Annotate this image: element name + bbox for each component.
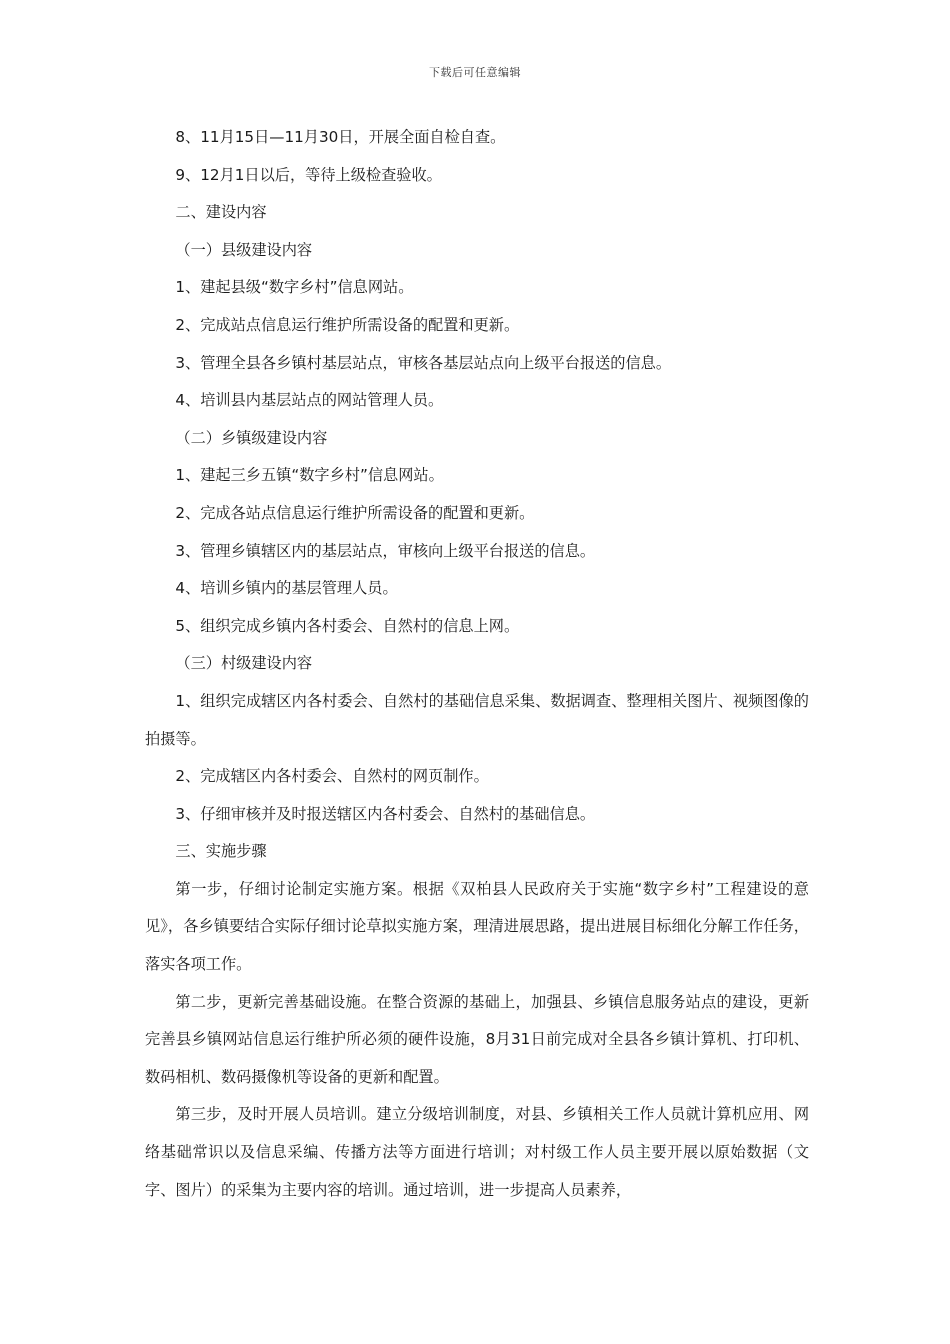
subsection-heading-county: （一）县级建设内容 <box>175 240 313 259</box>
paragraph-township-3: 3、管理乡镇辖区内的基层站点，审核向上级平台报送的信息。 <box>175 541 596 560</box>
subsection-heading-township: （二）乡镇级建设内容 <box>175 428 328 447</box>
paragraph-township-1: 1、建起三乡五镇“数字乡村”信息网站。 <box>175 466 444 485</box>
subsection-heading-village: （三）村级建设内容 <box>175 654 313 673</box>
paragraph-township-2: 2、完成各站点信息运行维护所需设备的配置和更新。 <box>175 503 535 522</box>
paragraph-village-2: 2、完成辖区内各村委会、自然村的网页制作。 <box>175 767 489 786</box>
document-body <box>145 119 809 1209</box>
paragraph-county-3: 3、管理全县各乡镇村基层站点，审核各基层站点向上级平台报送的信息。 <box>175 353 672 372</box>
paragraph-village-3: 3、仔细审核并及时报送辖区内各村委会、自然村的基础信息。 <box>175 804 596 823</box>
paragraph-step-2: 第二步，更新完善基础设施。在整合资源的基础上，加强县、乡镇信息服务站点的建设，更新完善县乡镇网站信息运行维护所必须的硬件设施，8月31日前完成对全县各乡镇计算机、打印机、数码相机、数码摄像机等设备的更新和配置。 <box>145 992 809 1086</box>
paragraph-county-2: 2、完成站点信息运行维护所需设备的配置和更新。 <box>175 315 520 334</box>
paragraph-step-1: 第一步，仔细讨论制定实施方案。根据《双柏县人民政府关于实施“数字乡村”工程建设的意见》，各乡镇要结合实际仔细讨论草拟实施方案，理清进展思路，提出进展目标细化分解工作任务，落实各项工作。 <box>145 879 809 974</box>
paragraph-township-5: 5、组织完成乡镇内各村委会、自然村的信息上网。 <box>175 616 520 635</box>
paragraph-township-4: 4、培训乡镇内的基层管理人员。 <box>175 579 398 598</box>
paragraph-county-4: 4、培训县内基层站点的网站管理人员。 <box>175 391 444 410</box>
section-heading-2: 二、建设内容 <box>175 203 267 222</box>
paragraph-1: 8、11月15日—11月30日，开展全面自检自查。 <box>175 128 506 146</box>
paragraph-county-1: 1、建起县级“数字乡村”信息网站。 <box>175 278 414 297</box>
paragraph-2: 9、12月1日以后，等待上级检查验收。 <box>175 165 442 184</box>
paragraph-village-1: 1、组织完成辖区内各村委会、自然村的基础信息采集、数据调查、整理相关图片、视频图像的拍摄等。 <box>145 691 809 748</box>
paragraph-step-3: 第三步，及时开展人员培训。建立分级培训制度，对县、乡镇相关工作人员就计算机应用、网络基础常识以及信息采编、传播方法等方面进行培训；对村级工作人员主要开展以原始数据（文字、图片）的采集为主要内容的培训。通过培训，进一步提高人员素养， <box>145 1105 809 1199</box>
section-heading-3: 三、实施步骤 <box>175 842 267 861</box>
page-header: 下载后可任意编辑 <box>429 66 521 79</box>
